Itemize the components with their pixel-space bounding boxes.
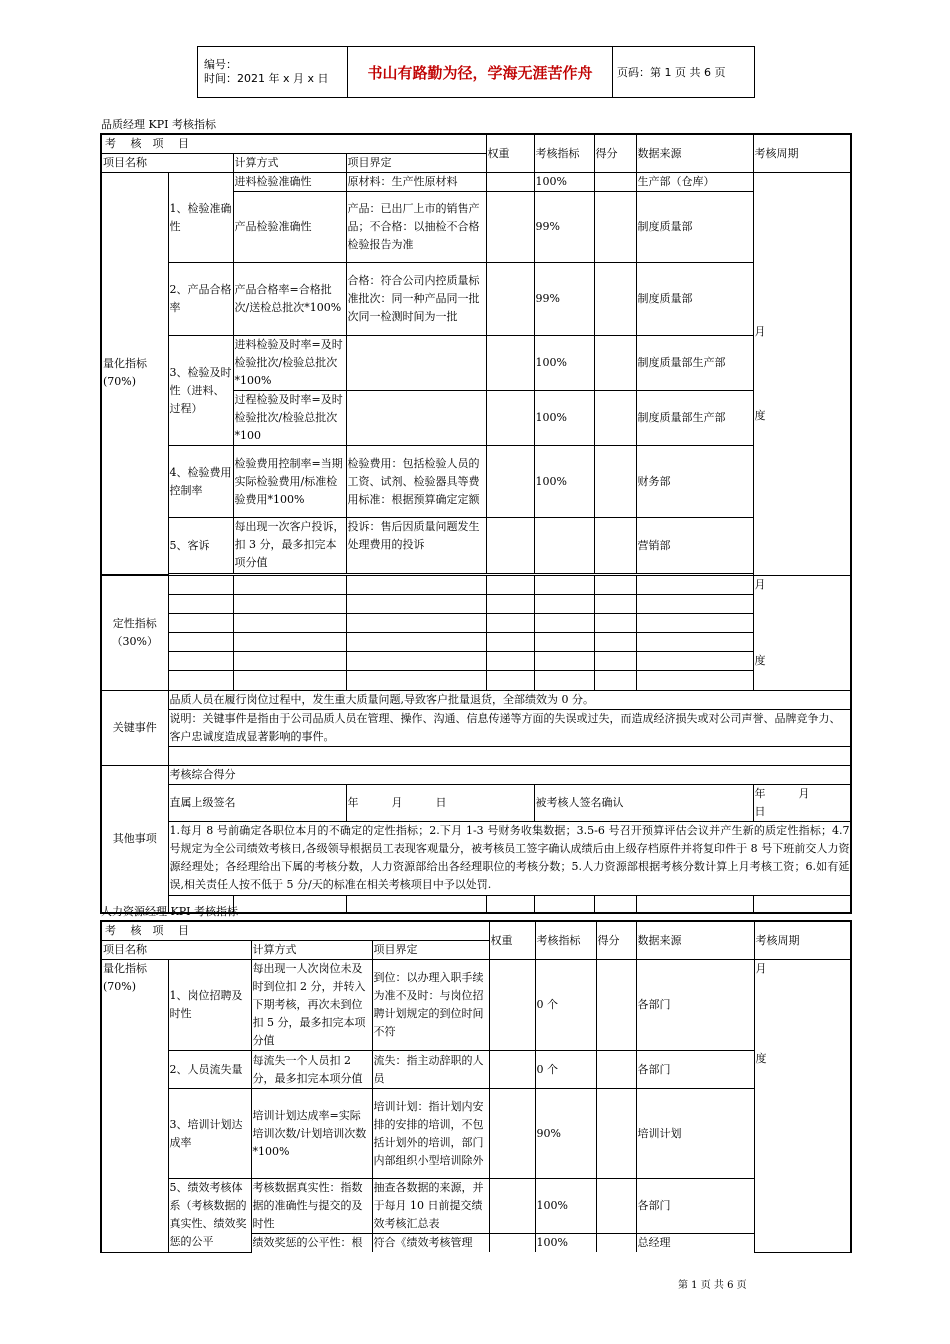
- hr-col-target: 考核指标: [535, 921, 596, 960]
- h2-src: 各部门: [636, 1051, 754, 1089]
- col-define: 项目界定: [346, 154, 486, 173]
- k3b-score: [594, 391, 636, 446]
- hr-kpi-table: [100, 920, 852, 1253]
- col-source: 数据来源: [636, 134, 753, 173]
- hr-quant-label: 量化指标(70%): [101, 960, 168, 1253]
- h1-calc: 每出现一人次岗位未及时到位扣 2 分，并转入下期考核，再次未到位扣 5 分，最多扣完本项分值: [251, 960, 372, 1051]
- k4-src: 财务部: [636, 446, 753, 518]
- k1a-src: 生产部（仓库）: [636, 173, 753, 192]
- h5a-target: 100%: [535, 1179, 596, 1234]
- k1b-target: 99%: [534, 192, 594, 263]
- h5-name: 5、绩效考核体系（考核数据的真实性、绩效奖惩的公平: [168, 1179, 251, 1253]
- h3-score: [596, 1089, 636, 1179]
- h5b-weight: [489, 1234, 535, 1253]
- k3a-target: 100%: [534, 336, 594, 391]
- h3-calc: 培训计划达成率=实际培训次数/计划培训次数*100%: [251, 1089, 372, 1179]
- qual-cycle-degree: 度: [754, 653, 766, 667]
- page-label: 页码：第 1 页 共 6 页: [613, 47, 755, 98]
- col-assess-item: 考 核 项 目: [101, 134, 486, 154]
- cycle-degree: 度: [754, 408, 766, 422]
- h3-name: 3、培训计划达成率: [168, 1089, 251, 1179]
- other-text: 1.每月 8 号前确定各职位本月的不确定的定性指标；2.下月 1-3 号财务收集数据；3.5-6 号召开预算评估会议并产生新的质定性指标；4.7 号规定为全公司绩效考核日,各级领导根据员工表现客观量分，被考核员工签字确认成绩后由上级存档原件并将复印件于 8 号下班前交人力资源经理处；各经理给出下属的考核分数，人力资源部给出各经理职位的考核分数；5.人力资源部根据考核分数计算上月考核工资；6.如有延误,相关责任人按不低于 5 分/天的标准在相关考核项目中予以处罚.: [168, 821, 851, 895]
- k2-target: 99%: [534, 263, 594, 336]
- h2-target: 0 个: [535, 1051, 596, 1089]
- employee-sign-label: 被考核人签名确认: [534, 784, 753, 821]
- k2-src: 制度质量部: [636, 263, 753, 336]
- k3a-weight: [486, 336, 534, 391]
- quality-kpi-table: [100, 133, 852, 914]
- h2-score: [596, 1051, 636, 1089]
- h3-weight: [489, 1089, 535, 1179]
- k5-score: [594, 518, 636, 574]
- k5-weight: [486, 518, 534, 574]
- k1a-weight: [486, 173, 534, 192]
- k2-score: [594, 263, 636, 336]
- hr-col-score: 得分: [596, 921, 636, 960]
- h2-def: 流失：指主动辞职的人员: [372, 1051, 489, 1089]
- k5-calc: 每出现一次客户投诉，扣 3 分，最多扣完本项分值: [233, 518, 346, 574]
- k3a-score: [594, 336, 636, 391]
- k1b-src: 制度质量部: [636, 192, 753, 263]
- k1b-score: [594, 192, 636, 263]
- k3b-weight: [486, 391, 534, 446]
- col-weight: 权重: [486, 134, 534, 173]
- k1b-def: 产品：已出厂上市的销售产品；不合格：以抽检不合格检验报告为准: [346, 192, 486, 263]
- k3b-calc: 过程检验及时率=及时检验批次/检验总批次*100: [233, 391, 346, 446]
- col-item-name: 项目名称: [101, 154, 233, 173]
- hr-col-weight: 权重: [489, 921, 535, 960]
- cycle-month: 月: [754, 324, 766, 338]
- hr-cycle-month: 月: [755, 962, 767, 975]
- k4-def: 检验费用：包括检验人员的工资、试剂、检验器具等费用标准：根据预算确定定额: [346, 446, 486, 518]
- number-label: 编号：: [204, 58, 237, 71]
- hr-col-item-name: 项目名称: [101, 941, 251, 960]
- k4-weight: [486, 446, 534, 518]
- k5-src: 营销部: [636, 518, 753, 574]
- h5b-target: 100%: [535, 1234, 596, 1253]
- h5b-calc: 绩效奖惩的公平性：根: [251, 1234, 372, 1253]
- h1-target: 0 个: [535, 960, 596, 1051]
- quality-cycle-cell: [753, 173, 851, 576]
- h5b-score: [596, 1234, 636, 1253]
- k1a-def: 原材料：生产性原材料: [346, 173, 486, 192]
- h1-def: 到位：以办理入职手续为准不及时：与岗位招聘计划规定的到位时间不符: [372, 960, 489, 1051]
- qual-cycle-month: 月: [754, 577, 766, 591]
- h3-src: 培训计划: [636, 1089, 754, 1179]
- hr-col-assess-item: 考 核 项 目: [101, 921, 489, 941]
- quant-label: 量化指标(70%): [101, 173, 168, 575]
- k1b-weight: [486, 192, 534, 263]
- k1-name: 1、检验准确性: [168, 173, 233, 263]
- supervisor-sign-date: 年 月 日: [346, 784, 534, 821]
- h5a-score: [596, 1179, 636, 1234]
- hr-col-source: 数据来源: [636, 921, 754, 960]
- h5a-calc: 考核数据真实性：指数据的准确性与提交的及时性: [251, 1179, 372, 1234]
- page-footer: 第 1 页 共 6 页: [678, 1280, 747, 1291]
- h1-weight: [489, 960, 535, 1051]
- hr-col-cycle: 考核周期: [754, 921, 851, 960]
- col-calc: 计算方式: [233, 154, 346, 173]
- supervisor-sign-label: 直属上级签名: [168, 784, 346, 821]
- h2-name: 2、人员流失量: [168, 1051, 251, 1089]
- k3a-def: [346, 336, 486, 391]
- k2-calc: 产品合格率=合格批次/送检总批次*100%: [233, 263, 346, 336]
- h1-name: 1、岗位招聘及时性: [168, 960, 251, 1051]
- h5a-src: 各部门: [636, 1179, 754, 1234]
- other-label: 其他事项: [101, 765, 168, 913]
- k3b-target: 100%: [534, 391, 594, 446]
- qual-label: 定性指标（30%）: [101, 575, 168, 690]
- k3b-src: 制度质量部生产部: [636, 391, 753, 446]
- key-text-2: 说明：关键事件是指由于公司品质人员在管理、操作、沟通、信息传递等方面的失误或过失，而造成经济损失或对公司声誉、品牌竞争力、客户忠诚度造成显著影响的事件。: [168, 709, 851, 746]
- k1a-target: 100%: [534, 173, 594, 192]
- k3-name: 3、检验及时性（进料、过程）: [168, 336, 233, 446]
- col-cycle: 考核周期: [753, 134, 851, 173]
- time-label: 时间：2021 年 x 月 x 日: [204, 72, 329, 85]
- k4-calc: 检验费用控制率=当期实际检验费用/标准检验费用*100%: [233, 446, 346, 518]
- h5a-def: 抽查各数据的来源，并于每月 10 日前提交绩效考核汇总表: [372, 1179, 489, 1234]
- k5-target: [534, 518, 594, 574]
- key-label: 关键事件: [101, 690, 168, 765]
- h5b-def: 符合《绩效考核管理: [372, 1234, 489, 1253]
- h3-def: 培训计划：指计划内安排的安排的培训，不包括计划外的培训，部门内部组织小型培训除外: [372, 1089, 489, 1179]
- qual-cycle-cell: [753, 575, 851, 690]
- k3a-calc: 进料检验及时率=及时检验批次/检验总批次*100%: [233, 336, 346, 391]
- k3b-def: [346, 391, 486, 446]
- col-target: 考核指标: [534, 134, 594, 173]
- total-score-label: 考核综合得分: [168, 765, 851, 784]
- employee-sign-date: 年 月 日: [753, 784, 851, 821]
- document-header: [197, 46, 755, 98]
- k1a-calc: 进料检验准确性: [233, 173, 346, 192]
- k2-def: 合格：符合公司内控质量标准批次：同一种产品同一批次同一检测时间为一批: [346, 263, 486, 336]
- k2-weight: [486, 263, 534, 336]
- k5-def: 投诉：售后因质量问题发生处理费用的投诉: [346, 518, 486, 574]
- k5-name: 5、客诉: [168, 518, 233, 574]
- h5a-weight: [489, 1179, 535, 1234]
- h1-src: 各部门: [636, 960, 754, 1051]
- h2-calc: 每流失一个人员扣 2 分，最多扣完本项分值: [251, 1051, 372, 1089]
- h1-score: [596, 960, 636, 1051]
- h5b-src: 总经理: [636, 1234, 754, 1253]
- hr-kpi-title: 人力资源经理 KPI 考核指标: [101, 905, 238, 918]
- hr-cycle-degree: 度: [755, 1052, 767, 1065]
- k1a-score: [594, 173, 636, 192]
- hr-col-calc: 计算方式: [251, 941, 372, 960]
- col-score: 得分: [594, 134, 636, 173]
- key-text-1: 品质人员在履行岗位过程中，发生重大质量问题,导致客户批量退货，全部绩效为 0 分。: [168, 690, 851, 709]
- k4-name: 4、检验费用控制率: [168, 446, 233, 518]
- h3-target: 90%: [535, 1089, 596, 1179]
- k4-target: 100%: [534, 446, 594, 518]
- hr-col-define: 项目界定: [372, 941, 489, 960]
- k3a-src: 制度质量部生产部: [636, 336, 753, 391]
- h2-weight: [489, 1051, 535, 1089]
- k2-name: 2、产品合格率: [168, 263, 233, 336]
- hr-cycle-cell: [754, 960, 851, 1253]
- motto: 书山有路勤为径，学海无涯苦作舟: [348, 47, 613, 98]
- quality-kpi-title: 品质经理 KPI 考核指标: [101, 118, 216, 131]
- k1b-calc: 产品检验准确性: [233, 192, 346, 263]
- k4-score: [594, 446, 636, 518]
